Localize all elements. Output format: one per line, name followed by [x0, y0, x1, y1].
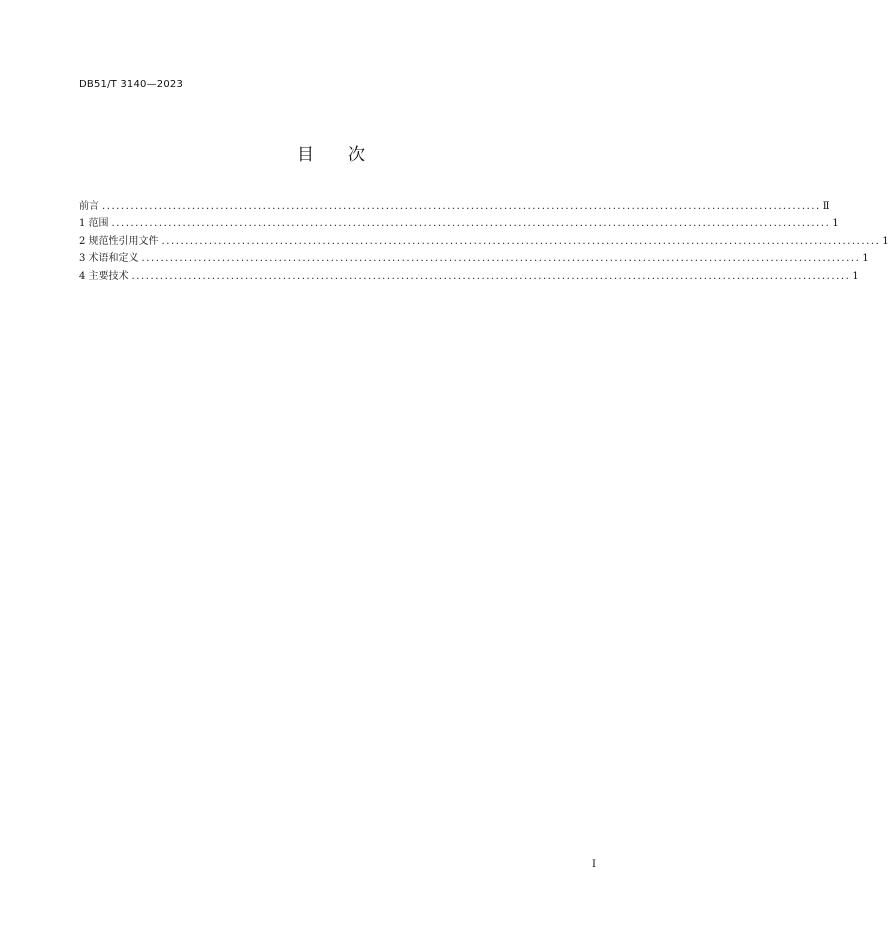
toc-entry-normative-references[interactable]: [79, 230, 889, 248]
footer-page-number: I: [592, 859, 596, 870]
toc-entry-label: 1 范围: [79, 218, 109, 230]
toc-entry-page: 1: [832, 218, 839, 230]
toc-leader-dots: ........................................................................................................................................................: [141, 253, 861, 265]
toc-title-part2: 次: [348, 145, 365, 165]
toc-entry-page: 1: [862, 253, 869, 265]
toc-entry-foreword[interactable]: [79, 195, 830, 213]
table-of-contents: [79, 195, 889, 283]
toc-entry-label: 前言: [79, 200, 99, 212]
toc-title-part1: 目: [297, 145, 314, 165]
toc-leader-dots: ........................................................................................................................................................: [102, 200, 821, 212]
toc-leader-dots: ........................................................................................................................................................: [111, 218, 831, 230]
toc-leader-dots: ........................................................................................................................................................: [161, 235, 881, 247]
standard-number: DB51/T 3140—2023: [79, 79, 184, 90]
toc-title: [0, 140, 662, 165]
toc-entry-label: 2 规范性引用文件: [79, 235, 159, 247]
toc-entry-page: Ⅱ: [822, 200, 830, 212]
toc-entry-page: 1: [882, 235, 889, 247]
toc-entry-terms-definitions[interactable]: [79, 248, 869, 266]
toc-entry-page: 1: [852, 270, 859, 282]
toc-entry-main-technology[interactable]: [79, 265, 859, 283]
toc-entry-scope[interactable]: [79, 213, 839, 231]
toc-leader-dots: ........................................................................................................................................................: [131, 270, 851, 282]
toc-entry-label: 3 术语和定义: [79, 253, 139, 265]
toc-entry-label: 4 主要技术: [79, 270, 129, 282]
